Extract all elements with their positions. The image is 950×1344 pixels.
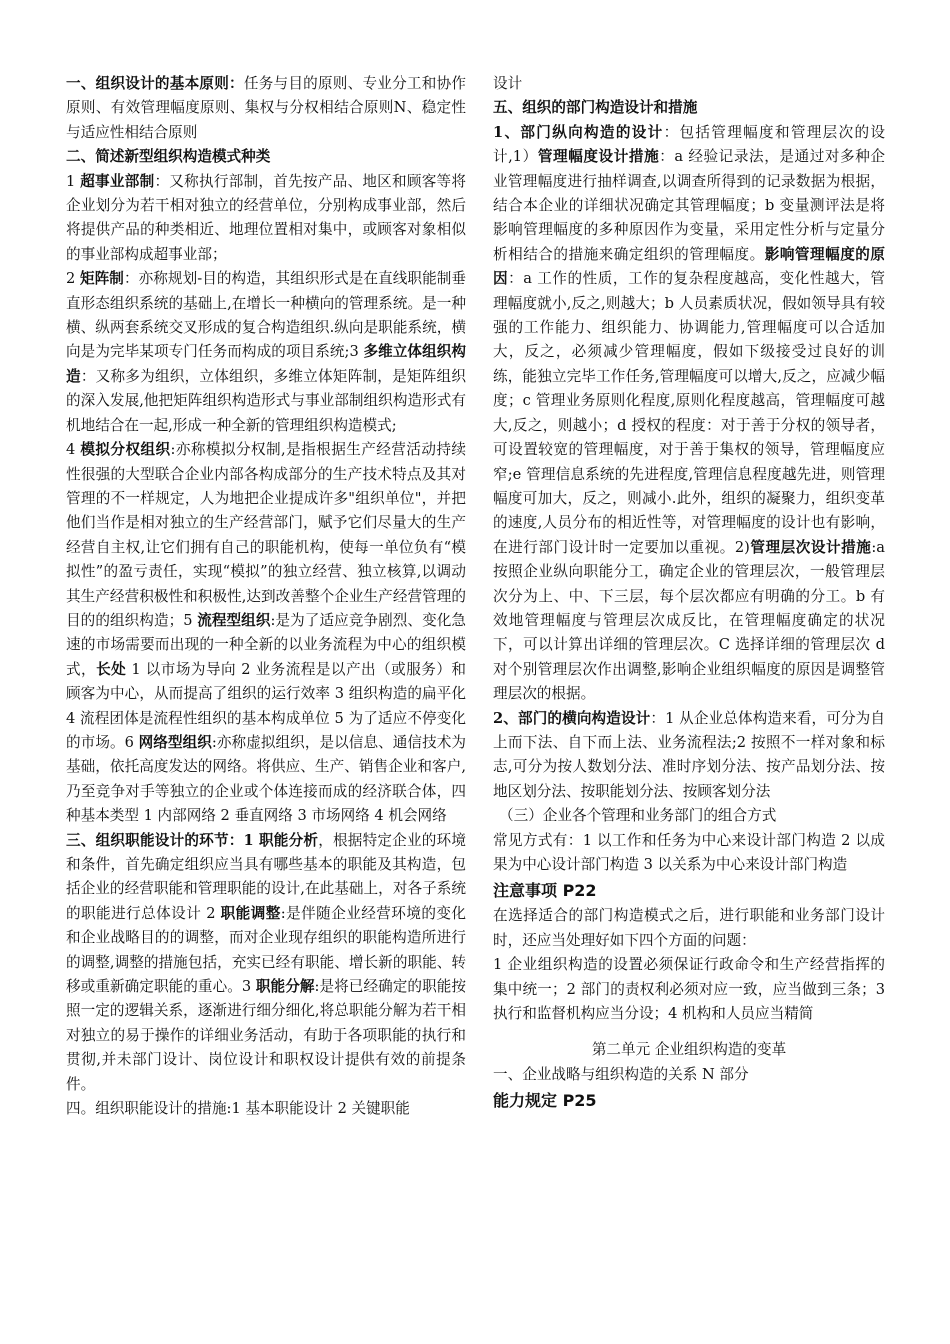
- term-label: 多维立体组织构造: [66, 343, 466, 385]
- term-label: 模拟分权组织: [80, 441, 171, 459]
- unit-title: 第二单元 企业组织构造的变革: [591, 1041, 787, 1059]
- term-label: 职能分解: [255, 978, 315, 996]
- section-heading: 二、简述新型组织构造模式种类: [66, 148, 271, 166]
- term-label: 影响管理幅度的原因: [493, 245, 885, 288]
- right-column: [493, 72, 885, 1114]
- paragraph-notes-intro: 在选择适合的部门构造模式之后，进行职能和业务部门设计时，还应当处理好如下四个方面的问题：: [493, 907, 885, 949]
- paragraph-function-steps: 三、组织职能设计的环节：1 职能分析，根据特定企业的环境和条件，首先确定组织应当具有哪些基本的职能及其构造，包括企业的经营职能和管理职能的设计,在此基础上，对各子系统的职能进行总体设计 2 职能调整:是伴随企业经营环境的变化和企业战略目的的调整，而对企业现存组织的职能构造所进行的调整,调整的措施包括，充实已经有职能、增长新的职能、转移或重新确定职能的重心。3 职能分解:是将已经确定的职能按照一定的逻辑关系，逐渐进行细分细化,将总职能分解为若干相对独立的易于操作的详细业务活动，有助于各项职能的执行和贯彻,并未部门设计、岗位设计和职权设计提供有效的前提条件。: [66, 831, 466, 1093]
- section-heading: 五、组织的部门构造设计和措施: [493, 99, 698, 117]
- heading-notes: 注意事项 P22: [493, 881, 597, 901]
- term-label: 职能分析: [259, 831, 319, 849]
- paragraph-notes-list: 1 企业组织构造的设置必须保证行政命令和生产经营指挥的集中统一；2 部门的责权利必须对应一致，应当做到三条；3 执行和监督机构应当分设；4 机构和人员应当精简: [493, 956, 885, 1023]
- paragraph-horizontal-structure: 2、部门的横向构造设计：1 从企业总体构造来看，可分为自上而下法、自下而上法、业务流程法;2 按照不一样对象和标志,可分为按人数划分法、准时序划分法、按产品划分法、按地区划分法、按职能划分法、按顾客划分法: [493, 709, 885, 800]
- paragraph-strategy-structure: 一、企业战略与组织构造的关系 N 部分: [493, 1065, 749, 1083]
- heading-ability: 能力规定 P25: [493, 1091, 597, 1111]
- term-label: 管理幅度设计措施: [537, 148, 660, 166]
- paragraph-combination: （三）企业各个管理和业务部门的组合方式: [499, 807, 777, 825]
- paragraph-matrix: 2 矩阵制：亦称规划-目的构造，其组织形式是在直线职能制垂直形态组织系统的基础上,在增长一种横向的管理系统。是一种横、纵两套系统交叉形成的复合构造组织.纵向是职能系统，横向是为完毕某项专门任务而构成的项目系统;3 多维立体组织构造：又称多为组织，立体组织，多维立体矩阵制，是矩阵组织的深入发展,他把矩阵组织构造形式与事业部制组织构造形式有机地结合在一起,形成一种全新的管理组织构造模式;: [66, 270, 466, 434]
- term-label: 网络型组织: [138, 733, 212, 751]
- term-label: 2、部门的横向构造设计: [493, 709, 651, 727]
- term-label: 矩阵制: [80, 270, 124, 288]
- left-column: [66, 72, 466, 1121]
- paragraph-super-division: 1 超事业部制：又称执行部制，首先按产品、地区和顾客等将企业划分为若干相对独立的经营单位，分别构成事业部，然后将提供产品的种类相近、地理位置相对集中，或顾客对象相似的事业部构成超事业部；: [66, 172, 466, 263]
- term-label: 职能调整: [220, 904, 281, 922]
- section-heading: 三、组织职能设计的环节: [66, 831, 229, 849]
- term-label: 1、部门纵向构造的设计: [493, 123, 664, 141]
- paragraph-simulated-decentralization: 4 模拟分权组织:亦称模拟分权制,是指根据生产经营活动持续性很强的大型联合企业内部各构成部分的生产技术特点及其对管理的不一样规定，人为地把企业提成许多"组织单位"，并把他们当作是相对独立的生产经营部门，赋予它们尽量大的生产经营自主权,让它们拥有自己的职能机构，使每一单位负有“模拟性”的盈亏责任，实现“模拟”的独立经营、独立核算,以调动其生产经营积极性和积极性,达到改善整个企业生产经营管理的目的的组织构造；5 流程型组织:是为了适应竞争剧烈、变化急速的市场需要而出现的一种全新的以业务流程为中心的组织模式，长处 1 以市场为导向 2 业务流程是以产出（或服务）和顾客为中心，从而提高了组织的运行效率 3 组织构造的扁平化 4 流程团体是流程性组织的基本构成单位 5 为了适应不停变化的市场。6 网络型组织:亦称虚拟组织，是以信息、通信技术为基础，依托高度发达的网络。将供应、生产、销售企业和客户,乃至竞争对手等独立的企业或个体连接而成的经济联合体，四种基本类型 1 内部网络 2 垂直网络 3 市场网络 4 机会网络: [66, 441, 466, 825]
- paragraph-function-design: 四。组织职能设计的措施:1 基本职能设计 2 关键职能: [66, 1100, 410, 1118]
- paragraph-design-principles: 一、组织设计的基本原则：任务与目的原则、专业分工和协作原则、有效管理幅度原则、集权与分权相结合原则N、稳定性与适应性相结合原则: [66, 75, 466, 141]
- paragraph-continued: 设计: [493, 75, 523, 92]
- term-label: 长处: [96, 660, 127, 678]
- term-label: 管理层次设计措施: [749, 538, 872, 556]
- term-label: 超事业部制: [80, 172, 155, 190]
- section-heading: 一、组织设计的基本原则：: [66, 75, 244, 92]
- term-label: 流程型组织: [197, 611, 271, 629]
- paragraph-common-methods: 常见方式有：1 以工作和任务为中心来设计部门构造 2 以成果为中心设计部门构造 3 以关系为中心来设计部门构造: [493, 831, 885, 873]
- paragraph-vertical-structure: 1、部门纵向构造的设计：包括管理幅度和管理层次的设计,1）管理幅度设计措施：a 经验记录法，是通过对多种企业管理幅度进行抽样调查,以调查所得到的记录数据为根据，结合本企业的详细状况确定其管理幅度；b 变量测评法是将影响管理幅度的多种原因作为变量，采用定性分析与定量分析相结合的措施来确定组织的管理幅度。影响管理幅度的原因：a 工作的性质，工作的复杂程度越高，变化性越大，管理幅度就小,反之,则越大；b 人员素质状况，假如领导具有较强的工作能力、组织能力、协调能力,管理幅度可以合适加大，反之，必须减少管理幅度，假如下级接受过良好的训练，能独立完毕工作任务,管理幅度可以增大,反之，应减少幅度；c 管理业务原则化程度,原则化程度越高，管理幅度可越大,反之，则越小；d 授权的程度：对于善于分权的领导者，可设置较宽的管理幅度，对于善于集权的领导，管理幅度应窄;e 管理信息系统的先进程度,管理信息程度越先进，则管理幅度可加大，反之，则减小.此外，组织的凝聚力，组织变革的速度,人员分布的相近性等，对管理幅度的设计也有影响，在进行部门设计时一定要加以重视。2)管理层次设计措施:a 按照企业纵向职能分工，确定企业的管理层次，一般管理层次分为上、中、下三层，每个层次都应有明确的分工。b 有效地管理幅度与管理层次成反比，在管理幅度确定的状况下，可以计算出详细的管理层次。C 选择详细的管理层次 d 对个别管理层次作出调整,影响企业组织幅度的原因是调整管理层次的根据。: [493, 123, 885, 703]
